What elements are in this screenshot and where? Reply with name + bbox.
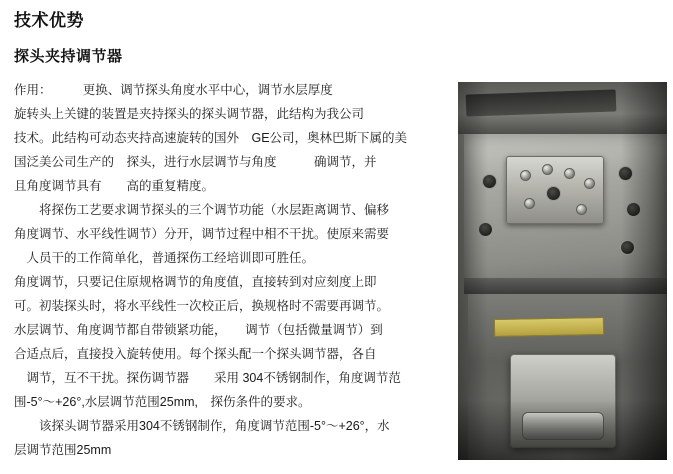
photo-bolt [584,178,595,189]
section-title: 探头夹持调节器 [14,48,123,65]
paragraph-line: 调节，互不干扰。探伤调节器 采用 304不锈钢制作，角度调节范 [14,371,401,385]
paragraph-line: 且角度调节具有 高的重复精度。 [14,179,215,193]
paragraph-line: 围-5°～+26°,水层调节范围25mm, 探伤条件的要求。 [14,395,311,409]
photo-bolt [524,198,535,209]
paragraph-line: 国泛美公司生产的 探头，进行水层调节与角度 确调节，并 [14,155,377,169]
paragraph-line: 该探头调节器采用304不锈钢制作，角度调节范围-5°～+26°，水 [14,419,390,433]
photo-bolt [576,204,587,215]
paragraph-line: 合适点后，直接投入旋转使用。每个探头配一个探头调节器，各自 [14,347,377,361]
paragraph-line: 技术。此结构可动态夹持高速旋转的国外 GE公司，奥林巴斯下属的美 [14,131,408,145]
paragraph-line: 旋转头上关键的装置是夹持探头的探头调节器，此结构为我公司 [14,107,365,121]
paragraph-line: 可。初装探头时，将水平线性一次校正后，换规格时不需要再调节。 [14,299,390,313]
paragraph-line: 将探伤工艺要求调节探头的三个调节功能（水层距离调节、偏移 [14,203,390,217]
paragraph-line: 人员干的工作简单化，普通探伤工经培训即可胜任。 [14,251,315,265]
paragraph-line: 层调节范围25mm [14,443,112,457]
paragraph-line: 角度调节、水平线性调节）分开，调节过程中相不干扰。使原来需要 [14,227,390,241]
page-title: 技术优势 [14,11,84,30]
paragraph-line: 水层调节、角度调节都自带锁紧功能， 调节（包括微量调节）到 [14,323,383,337]
paragraph-line: 作用： 更换、调节探头角度水平中心，调节水层厚度 [14,83,333,97]
paragraph-line: 角度调节，只要记住原规格调节的角度值，直接转到对应刻度上即 [14,275,377,289]
photo-bolt [564,168,575,179]
photo-screw-hole [546,186,561,201]
photo-bolt [542,164,553,175]
probe-holder-photo [458,82,667,460]
photo-bolt [520,170,531,181]
body-text [14,78,454,462]
photo-yellow-label [494,317,604,337]
photo-bottom-shadow [458,400,667,460]
